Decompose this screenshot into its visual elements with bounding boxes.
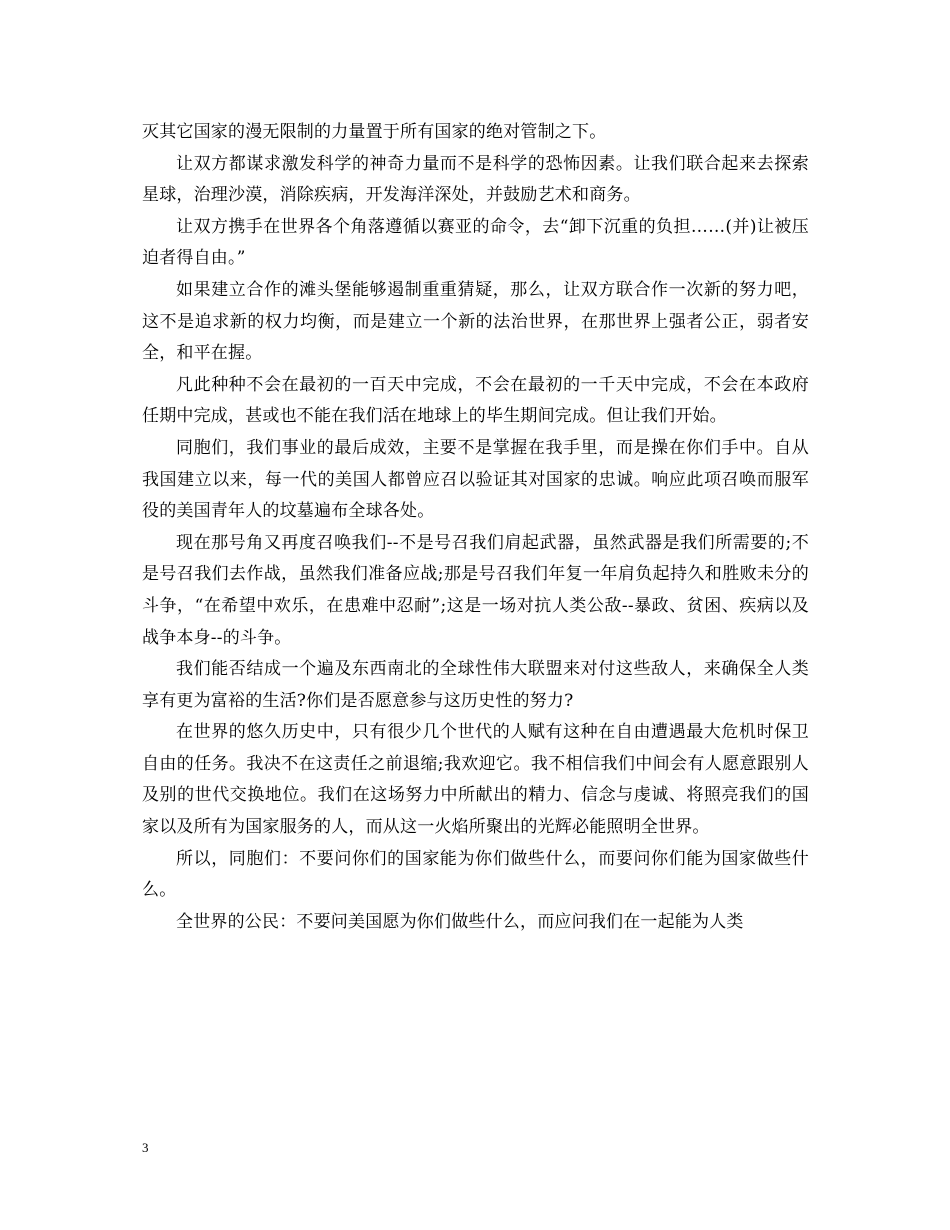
document-page xyxy=(142,117,809,938)
paragraph-7: 现在那号角又再度召唤我们--不是号召我们肩起武器，虽然武器是我们所需要的;不是号召我们去作战，虽然我们准备应战;那是号召我们年复一年肩负起持久和胜败未分的斗争，“在希望中欢乐，在患难中忍耐”;这是一场对抗人类公敌--暴政、贫困、疾病以及战争本身--的斗争。 xyxy=(142,532,809,648)
paragraph-5: 凡此种种不会在最初的一百天中完成，不会在最初的一千天中完成，不会在本政府任期中完成，甚或也不能在我们活在地球上的毕生期间完成。但让我们开始。 xyxy=(142,374,809,427)
paragraph-3: 让双方携手在世界各个角落遵循以赛亚的命令，去“卸下沉重的负担……(并)让被压迫者得自由。” xyxy=(142,216,809,269)
paragraph-2: 让双方都谋求激发科学的神奇力量而不是科学的恐怖因素。让我们联合起来去探索星球，治理沙漠，消除疾病，开发海洋深处，并鼓励艺术和商务。 xyxy=(142,153,809,206)
paragraph-8: 我们能否结成一个遍及东西南北的全球性伟大联盟来对付这些敌人，来确保全人类享有更为富裕的生活?你们是否愿意参与这历史性的努力? xyxy=(142,659,809,711)
paragraph-9: 在世界的悠久历史中，只有很少几个世代的人赋有这种在自由遭遇最大危机时保卫自由的任务。我决不在这责任之前退缩;我欢迎它。我不相信我们中间会有人愿意跟别人及别的世代交换地位。我们在这场努力中所献出的精力、信念与虔诚、将照亮我们的国家以及所有为国家服务的人，而从这一火焰所聚出的光辉必能照明全世界。 xyxy=(142,722,809,838)
paragraph-10: 所以，同胞们：不要问你们的国家能为你们做些什么，而要问你们能为国家做些什么。 xyxy=(142,848,809,901)
paragraph-11: 全世界的公民：不要问美国愿为你们做些什么，而应问我们在一起能为人类 xyxy=(176,911,744,932)
paragraph-4: 如果建立合作的滩头堡能够遏制重重猜疑，那么，让双方联合作一次新的努力吧，这不是追求新的权力均衡，而是建立一个新的法治世界，在那世界上强者公正，弱者安全，和平在握。 xyxy=(142,279,809,364)
paragraph-1: 灭其它国家的漫无限制的力量置于所有国家的绝对管制之下。 xyxy=(142,122,607,142)
paragraph-6: 同胞们，我们事业的最后成效，主要不是掌握在我手里，而是操在你们手中。自从我国建立以来，每一代的美国人都曾应召以验证其对国家的忠诚。响应此项召唤而服军役的美国青年人的坟墓遍布全球各处。 xyxy=(142,437,809,522)
page-number: 3 xyxy=(142,1140,149,1155)
